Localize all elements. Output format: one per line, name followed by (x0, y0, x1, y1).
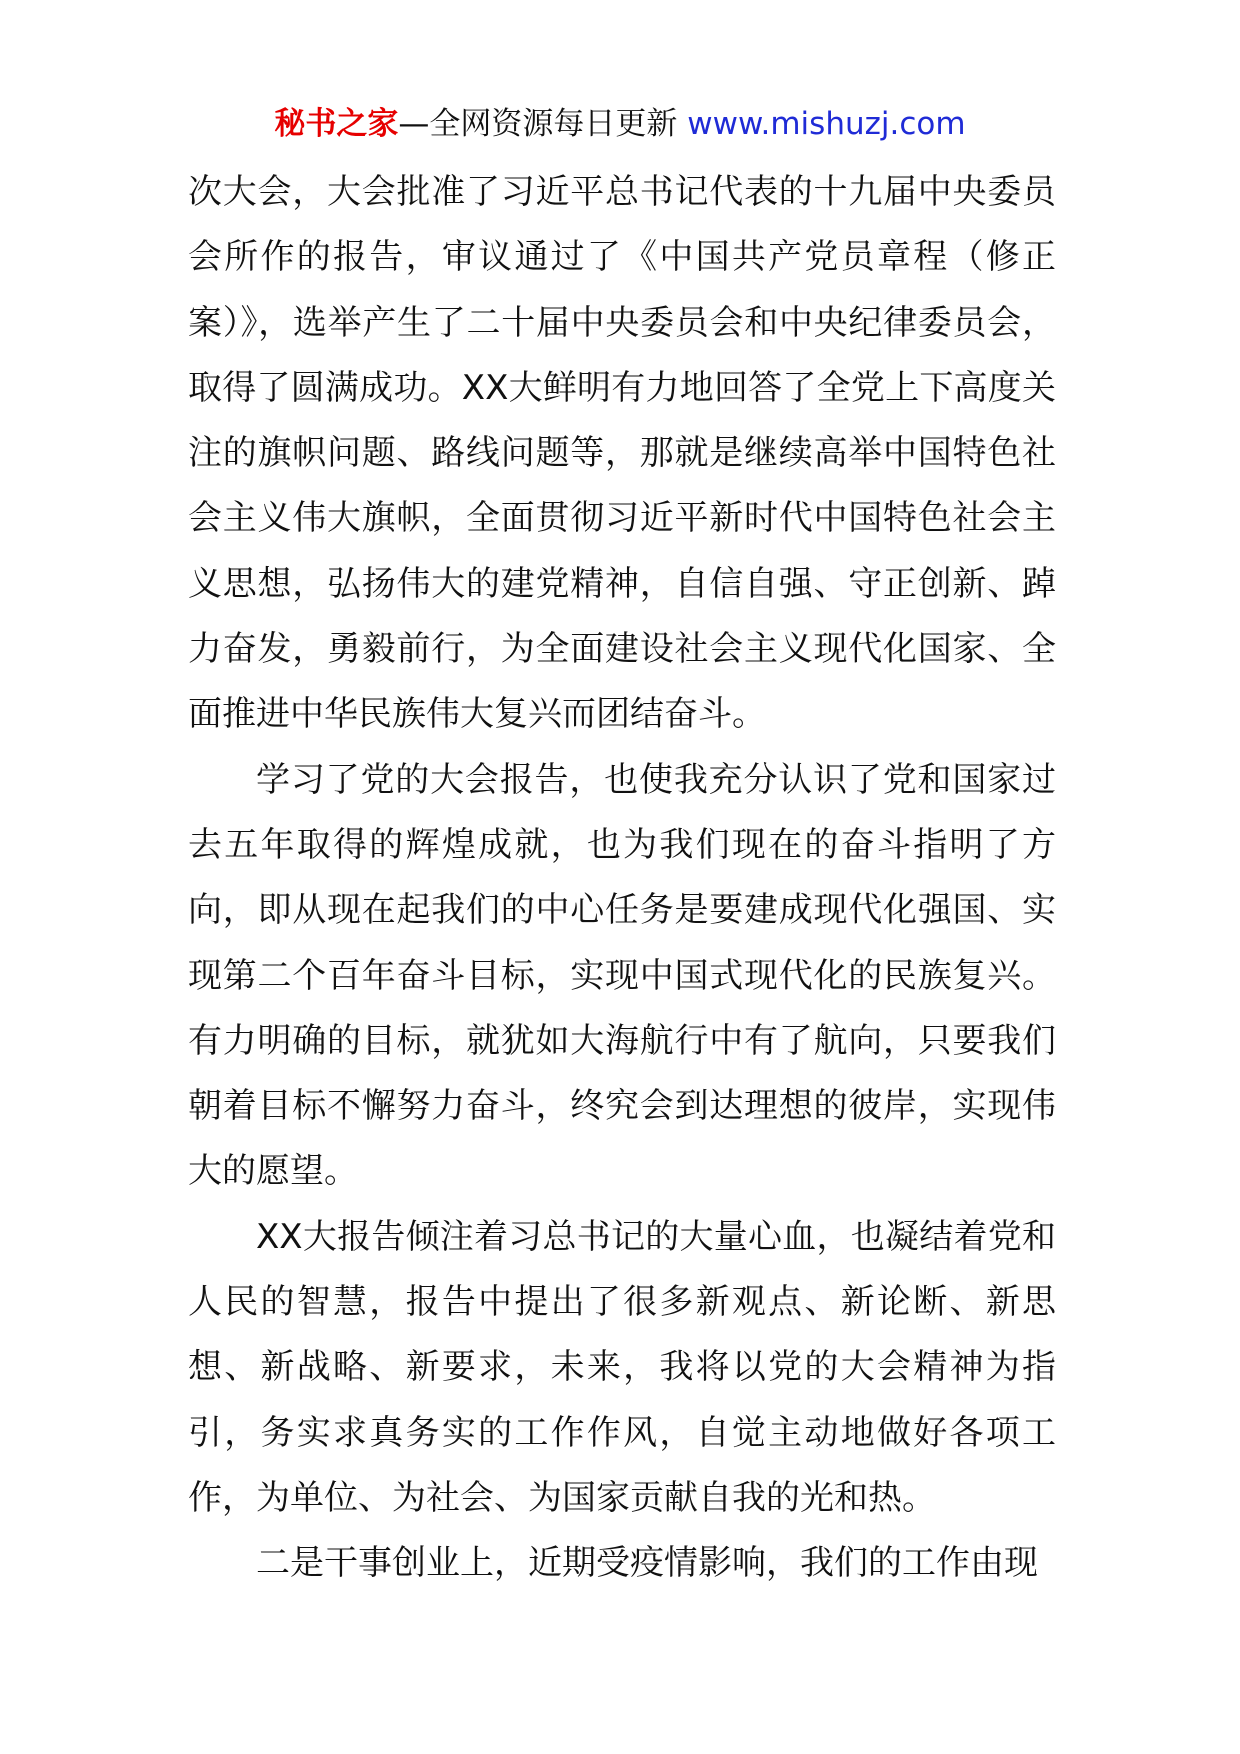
header-slogan: —全网资源每日更新 (398, 106, 678, 142)
document-body (188, 160, 1056, 1597)
paragraph: 二是干事创业上，近期受疫情影响，我们的工作由现 (256, 1543, 1038, 1584)
brand-name: 秘书之家 (274, 106, 399, 142)
paragraph-continued: 次大会，大会批准了习近平总书记代表的十九届中央委员会所作的报告，审议通过了《中国共产党员章程（修正案）》，选举产生了二十届中央委员会和中央纪律委员会，取得了圆满成功。XX大鲜明有力地回答了全党上下高度关注的旗帜问题、路线问题等，那就是继续高举中国特色社会主义伟大旗帜，全面贯彻习近平新时代中国特色社会主义思想，弘扬伟大的建党精神，自信自强、守正创新、踔力奋发，勇毅前行，为全面建设社会主义现代化国家、全面推进中华民族伟大复兴而团结奋斗。 (188, 172, 1056, 735)
site-url-link[interactable]: www.mishuzj.com (687, 106, 966, 142)
page-header (0, 104, 1240, 144)
paragraph: XX大报告倾注着习总书记的大量心血，也凝结着党和人民的智慧，报告中提出了很多新观点、新论断、新思想、新战略、新要求，未来，我将以党的大会精神为指引，务实求真务实的工作作风，自觉主动地做好各项工作，为单位、为社会、为国家贡献自我的光和热。 (188, 1216, 1056, 1518)
paragraph: 学习了党的大会报告，也使我充分认识了党和国家过去五年取得的辉煌成就，也为我们现在的奋斗指明了方向，即从现在起我们的中心任务是要建成现代化强国、实现第二个百年奋斗目标，实现中国式现代化的民族复兴。有力明确的目标，就犹如大海航行中有了航向，只要我们朝着目标不懈努力奋斗，终究会到达理想的彼岸，实现伟大的愿望。 (188, 759, 1056, 1192)
